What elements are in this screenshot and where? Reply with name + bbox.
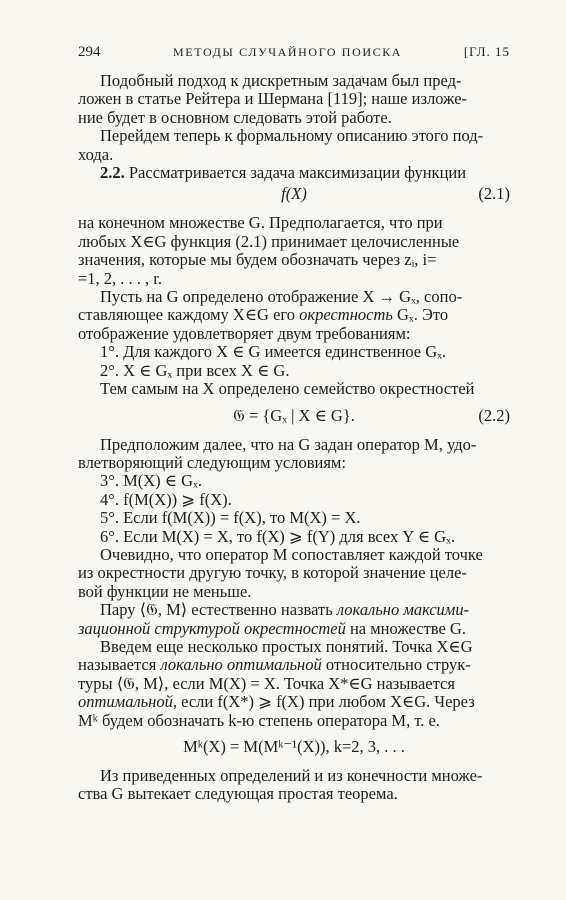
- page-header: [78, 44, 510, 64]
- term-italic: окрестность: [299, 305, 393, 325]
- text-line: Предположим далее, что на G задан оператор M, удо-: [100, 434, 477, 454]
- term-italic: зационной структурой окрестностей: [78, 618, 346, 638]
- text-line: 3°. M(X) ∈ Gₓ.: [100, 471, 202, 491]
- text-fragment: Рассматривается задача максимизации функции: [124, 163, 467, 183]
- text-line: 5°. Если f(M(X)) = f(X), то M(X) = X.: [100, 508, 361, 528]
- text-line: [78, 306, 510, 324]
- formula-text: 𝔊 = {Gₓ | X ∈ G}.: [233, 405, 355, 425]
- text-line: Перейдем теперь к формальному описанию этого под-: [100, 126, 484, 146]
- text-line: Введем еще несколько простых понятий. Точка X∈G: [100, 636, 473, 656]
- formula-2-2: [78, 407, 510, 426]
- term-italic: оптимальной,: [78, 692, 177, 712]
- text-line: 4°. f(M(X)) ⩾ f(X).: [100, 489, 232, 509]
- text-line: отображение удовлетворяет двум требованиям:: [78, 323, 411, 343]
- text-line: из окрестности другую точку, в которой значение целе-: [78, 563, 467, 583]
- text-line: Подобный подход к дискретным задачам был пред-: [100, 71, 462, 90]
- text-line: влетворяющий следующим условиям:: [78, 452, 346, 472]
- page-number: 294: [78, 44, 101, 60]
- text-fragment: если f(X*) ⩾ f(X) при любом X∈G. Через: [176, 692, 475, 712]
- text-line: Mᵏ будем обозначать k-ю степень оператора M, т. е.: [78, 710, 440, 730]
- chapter-marker: [ГЛ. 15: [463, 44, 510, 59]
- term-italic: локально оптимальной: [160, 655, 322, 675]
- text-line: значения, которые мы будем обозначать через zᵢ, i=: [78, 250, 437, 270]
- text-line: на конечном множестве G. Предполагается, что при: [78, 213, 443, 233]
- text-line: [78, 601, 510, 619]
- text-line: ложен в статье Рейтера и Шермана [119]; наше изложе-: [78, 89, 468, 109]
- text-line: Тем самым на X определено семейство окрестностей: [100, 379, 475, 399]
- text-line: любых X∈G функция (2.1) принимает целочисленные: [78, 231, 460, 251]
- text-line: Очевидно, что оператор M сопоставляет каждой точке: [100, 544, 483, 564]
- text-line: Пусть на G определено отображение X → Gₓ, сопо-: [100, 287, 463, 307]
- text-line: 1°. Для каждого X ∈ G имеется единственное Gₓ.: [100, 342, 447, 362]
- page-body: [78, 72, 510, 804]
- formula-text: Mᵏ(X) = M(Mᵏ⁻¹(X)), k=2, 3, . . .: [183, 737, 405, 756]
- text-line: туры ⟨𝔊, M⟩, если M(X) = X. Точка X*∈G называется: [78, 673, 455, 693]
- text-fragment: на множестве G.: [345, 618, 466, 638]
- text-fragment: относительно струк-: [321, 655, 471, 675]
- term-italic: локально максими-: [336, 600, 470, 620]
- text-fragment: Gₓ. Это: [392, 305, 449, 325]
- text-line: 2°. X ∈ Gₓ при всех X ∈ G.: [100, 360, 290, 380]
- text-line: Из приведенных определений и из конечности множе-: [100, 766, 483, 785]
- formula-number: (2.2): [478, 405, 510, 425]
- formula-text: f(X): [281, 184, 307, 204]
- section-number: 2.2.: [100, 163, 125, 183]
- text-line: хода.: [78, 144, 114, 164]
- formula-number: (2.1): [478, 184, 510, 204]
- text-line: вой функции не меньше.: [78, 581, 252, 601]
- text-line: [78, 656, 510, 674]
- formula-2-1: [78, 185, 510, 204]
- text-fragment: называется: [78, 655, 161, 675]
- text-fragment: Пару ⟨𝔊, M⟩ естественно назвать: [100, 600, 337, 620]
- text-line: 6°. Если M(X) = X, то f(X) ⩾ f(Y) для всех Y ∈ Gₓ.: [100, 526, 455, 546]
- text-line: [78, 164, 510, 182]
- text-fragment: ставляющее каждому X∈G его: [78, 305, 300, 325]
- text-line: [78, 693, 510, 711]
- formula-mk: [78, 738, 510, 757]
- text-line: =1, 2, . . . , r.: [78, 268, 163, 288]
- text-line: ние будет в основном следовать этой работе.: [78, 107, 392, 127]
- text-line: ства G вытекает следующая простая теорема.: [78, 784, 398, 804]
- text-line: [78, 620, 510, 638]
- running-title: МЕТОДЫ СЛУЧАЙНОГО ПОИСКА: [173, 45, 403, 59]
